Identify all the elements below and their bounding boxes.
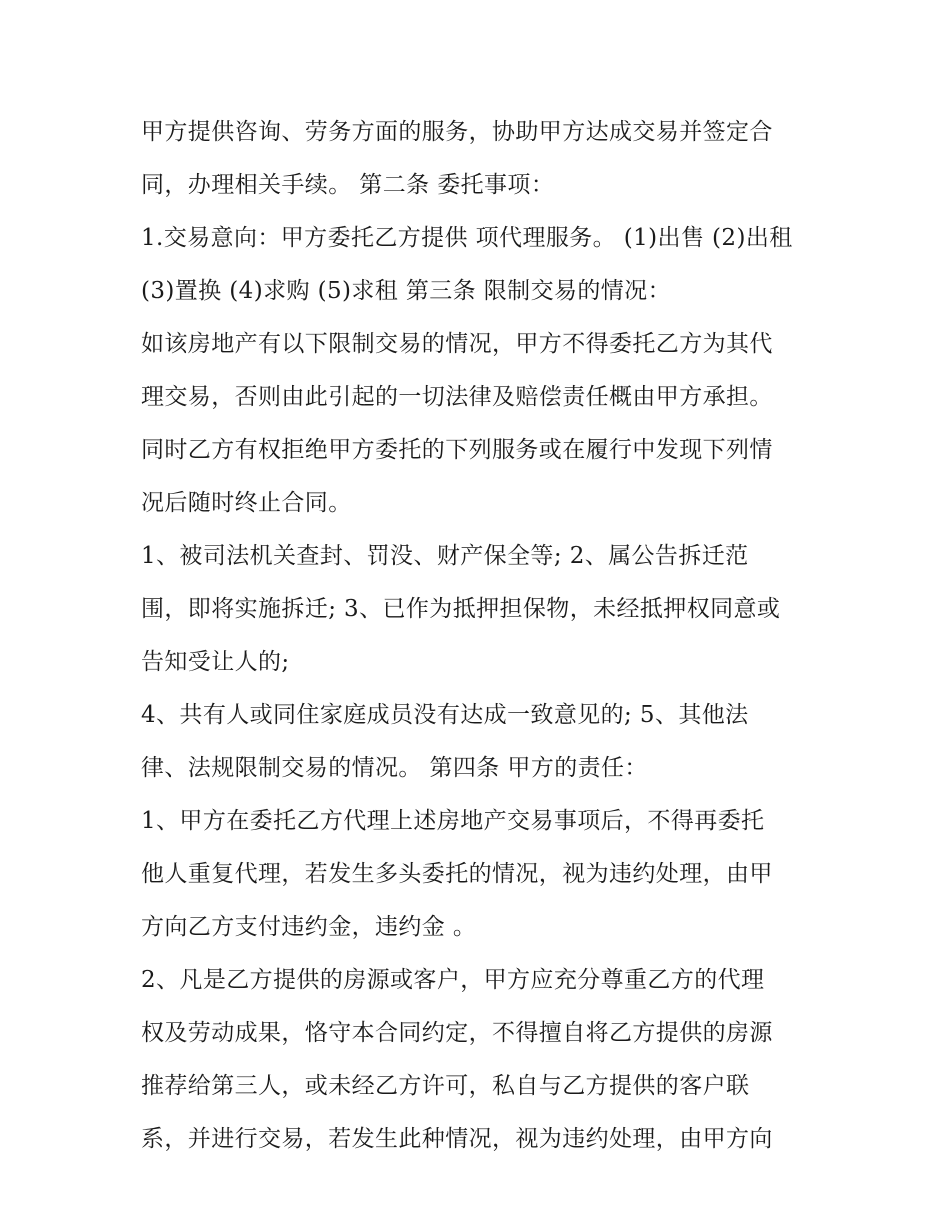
text-line: 1.交易意向：甲方委托乙方提供 项代理服务。 (1)出售 (2)出租 bbox=[141, 225, 793, 251]
text-line: 如该房地产有以下限制交易的情况，甲方不得委托乙方为其代 bbox=[141, 331, 773, 357]
text-line: (3)置换 (4)求购 (5)求租 第三条 限制交易的情况： bbox=[141, 278, 671, 304]
document-body bbox=[141, 108, 821, 1168]
text-line: 甲方提供咨询、劳务方面的服务，协助甲方达成交易并签定合 bbox=[141, 119, 773, 145]
text-line: 围，即将实施拆迁; 3、已作为抵押担保物，未经抵押权同意或 bbox=[141, 596, 781, 622]
text-line: 理交易，否则由此引起的一切法律及赔偿责任概由甲方承担。 bbox=[141, 384, 773, 410]
text-line: 权及劳动成果，恪守本合同约定，不得擅自将乙方提供的房源 bbox=[141, 1020, 773, 1046]
text-line: 1、被司法机关查封、罚没、财产保全等; 2、属公告拆迁范 bbox=[141, 543, 749, 569]
text-line: 同时乙方有权拒绝甲方委托的下列服务或在履行中发现下列情 bbox=[141, 437, 773, 463]
text-line: 1、甲方在委托乙方代理上述房地产交易事项后，不得再委托 bbox=[141, 808, 765, 834]
text-line: 方向乙方支付违约金，违约金 。 bbox=[141, 914, 477, 940]
text-line: 同，办理相关手续。 第二条 委托事项： bbox=[141, 172, 555, 198]
text-line: 4、共有人或同住家庭成员没有达成一致意见的; 5、其他法 bbox=[141, 702, 749, 728]
text-line: 律、法规限制交易的情况。 第四条 甲方的责任： bbox=[141, 755, 648, 781]
text-line: 推荐给第三人，或未经乙方许可，私自与乙方提供的客户联 bbox=[141, 1073, 750, 1099]
text-line: 2、凡是乙方提供的房源或客户，甲方应充分尊重乙方的代理 bbox=[141, 967, 765, 993]
text-line: 他人重复代理，若发生多头委托的情况，视为违约处理，由甲 bbox=[141, 861, 773, 887]
text-line: 系，并进行交易，若发生此种情况，视为违约处理，由甲方向 bbox=[141, 1126, 773, 1152]
text-line: 况后随时终止合同。 bbox=[141, 490, 352, 516]
text-line: 告知受让人的; bbox=[141, 649, 290, 675]
